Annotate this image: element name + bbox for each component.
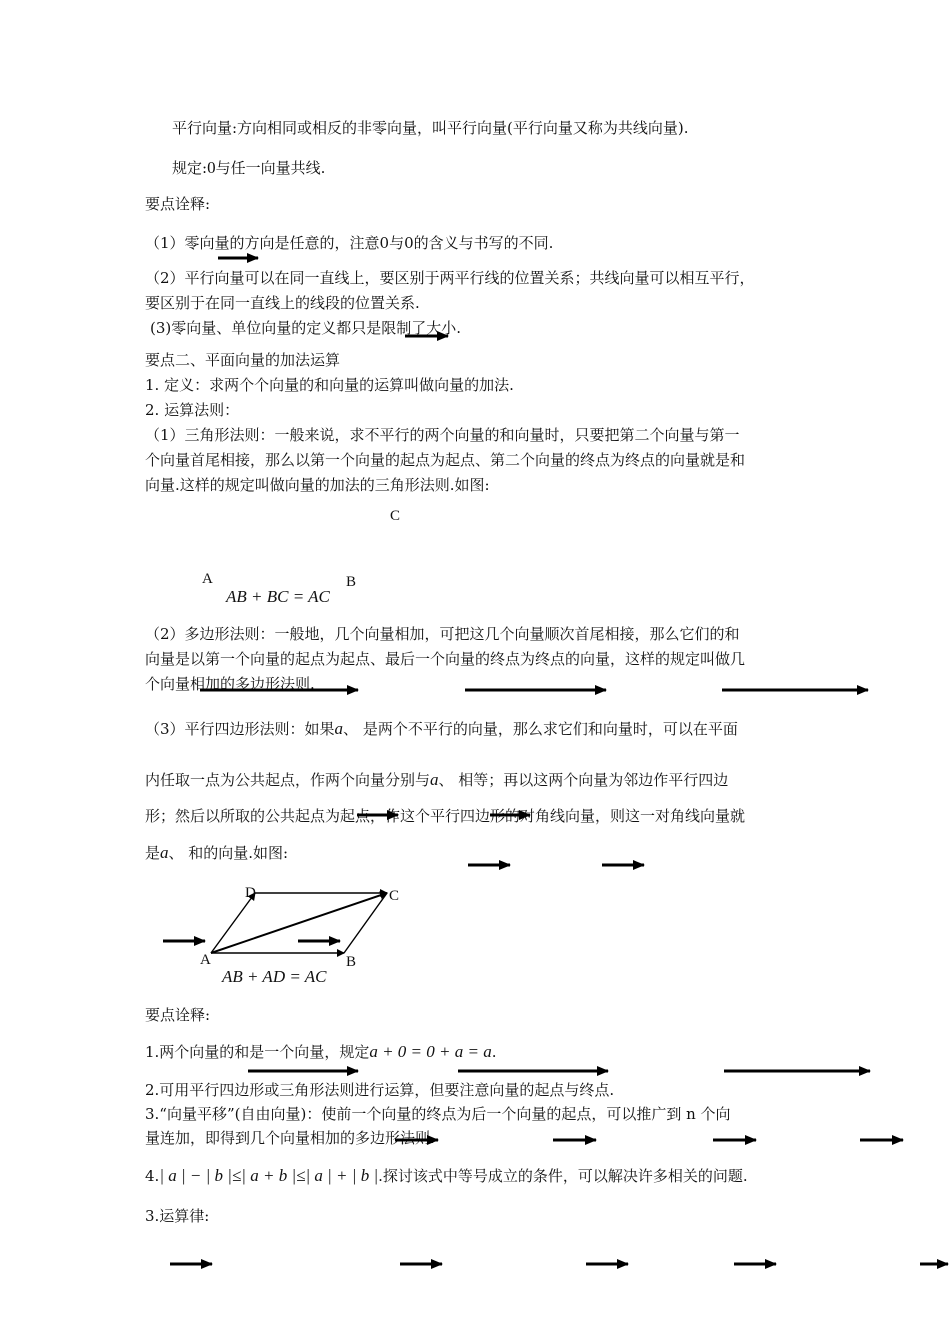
para-line-4b: 、 和的向量.如图: bbox=[168, 844, 289, 862]
vector-a-symbol-1: a bbox=[334, 719, 344, 738]
item-1-definition: 1. 定义：求两个个向量的和向量的运算叫做向量的加法. bbox=[145, 376, 514, 394]
n1-suffix: . bbox=[491, 1043, 497, 1061]
polygon-rule-line-1: （2）多边形法则：一般地，几个向量相加，可把这几个向量顺次首尾相接，那么它们的和 bbox=[145, 625, 740, 643]
note-2-line-2: 要区别于在同一直线上的线段的位置关系. bbox=[145, 294, 420, 312]
parallelogram-label-a: A bbox=[200, 952, 211, 968]
triangle-label-c: C bbox=[390, 508, 401, 524]
rule-prefix: 规定: bbox=[172, 159, 208, 177]
parallelogram-diagram bbox=[211, 893, 387, 953]
parallelogram-label-b: B bbox=[346, 954, 357, 970]
triangle-rule-line-3: 向量.这样的规定叫做向量的加法的三角形法则.如图: bbox=[145, 476, 490, 494]
note-1: （1）零向量的方向是任意的，注意0与0的含义与书写的不同. bbox=[145, 234, 554, 252]
diagonal-ac bbox=[211, 893, 387, 953]
parallelogram-formula: AB + AD = AC bbox=[222, 967, 327, 986]
para-line-4a: 是 bbox=[145, 844, 161, 862]
triangle-formula: AB + BC = AC bbox=[226, 587, 330, 606]
parallelogram-rule-line-3: 形；然后以所取的公共起点为起点，作这个平行四边形的对角线向量，则这一对角线向量就 bbox=[145, 807, 746, 825]
para-line-2b: 、 相等；再以这两个向量为邻边作平行四边 bbox=[438, 771, 729, 789]
para-line-1b: 、 是两个不平行的向量，那么求它们和向量时，可以在平面 bbox=[343, 720, 738, 738]
operation-laws-heading: 3.运算律: bbox=[145, 1207, 210, 1225]
note-2-item-3-line-1: 3.“向量平移”(自由向量)：使前一个向量的终点为后一个向量的起点，可以推广到 n 个向 bbox=[145, 1105, 731, 1123]
para-line-2a: 内任取一点为公共起点，作两个向量分别与 bbox=[145, 771, 431, 789]
para-line-1a: （3）平行四边形法则：如果 bbox=[145, 720, 335, 738]
triangle-label-a: A bbox=[202, 571, 213, 587]
note-2-line-1: （2）平行向量可以在同一直线上，要区别于两平行线的位置关系；共线向量可以相互平行， bbox=[145, 269, 755, 287]
parallel-vector-definition: 平行向量:方向相同或相反的非零向量，叫平行向量(平行向量又称为共线向量). bbox=[172, 119, 689, 137]
n4-suffix: .探讨该式中等号成立的条件，可以解决许多相关的问题. bbox=[378, 1167, 748, 1185]
polygon-rule-line-2: 向量是以第一个向量的起点为起点、最后一个向量的终点为终点的向量，这样的规定叫做几 bbox=[145, 650, 746, 668]
parallelogram-label-c: C bbox=[389, 888, 400, 904]
edge-bc bbox=[344, 893, 387, 953]
n1-prefix: 1.两个向量的和是一个向量，规定 bbox=[145, 1043, 370, 1061]
triangle-rule-line-1: （1）三角形法则：一般来说，求不平行的两个向量的和向量时，只要把第二个向量与第一 bbox=[145, 426, 740, 444]
n4-prefix: 4. bbox=[145, 1167, 160, 1185]
parallelogram-label-d: D bbox=[245, 885, 256, 901]
notes-title: 要点诠释: bbox=[145, 195, 211, 213]
vector-a-symbol-3: a bbox=[160, 843, 169, 862]
edge-ad bbox=[211, 893, 255, 953]
note-2-item-2: 2.可用平行四边形或三角形法则进行运算，但要注意向量的起点与终点. bbox=[145, 1081, 615, 1099]
rule-suffix: 与任一向量共线. bbox=[215, 159, 326, 177]
polygon-rule-line-3: 个向量相加的多边形法则. bbox=[145, 675, 315, 693]
vector-a-symbol-2: a bbox=[430, 770, 439, 789]
notes-2-title: 要点诠释: bbox=[145, 1006, 211, 1024]
note-3: (3)零向量、单位向量的定义都只是限制了大小. bbox=[150, 319, 462, 337]
rule-zero-symbol: 0 bbox=[207, 158, 216, 177]
section-2-heading: 要点二、平面向量的加法运算 bbox=[145, 351, 341, 369]
n1-formula: a + 0 = 0 + a = a bbox=[369, 1042, 492, 1061]
triangle-rule-line-2: 个向量首尾相接，那么以第一个向量的起点为起点、第二个向量的终点为终点的向量就是和 bbox=[145, 451, 746, 469]
n4-formula: | a | − | b |≤| a + b |≤| a | + | b | bbox=[159, 1166, 379, 1185]
triangle-label-b: B bbox=[346, 574, 357, 590]
note-2-item-3-line-2: 量连加，即得到几个向量相加的多边形法则. bbox=[145, 1129, 435, 1147]
item-2-rules: 2. 运算法则： bbox=[145, 401, 240, 419]
